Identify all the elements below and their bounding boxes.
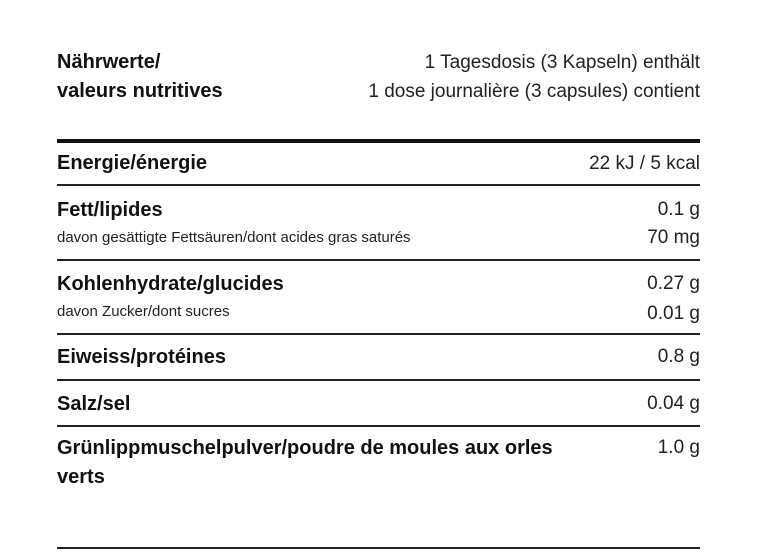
nutrient-label: Eiweiss/protéines xyxy=(57,346,226,368)
nutrition-title-line1: Nährwerte/ xyxy=(57,51,161,73)
nutrient-label: Energie/énergie xyxy=(57,152,208,174)
daily-dose-caption xyxy=(368,48,700,106)
nutrient-label: Kohlenhydrate/glucides xyxy=(57,273,284,295)
nutrient-row-carbohydrates xyxy=(57,261,700,335)
nutrient-value: 0.8 g xyxy=(657,346,700,367)
nutrient-sublabel: davon gesättigte Fettsäuren/dont acides gras saturés xyxy=(57,229,411,246)
nutrient-value: 0.1 g xyxy=(657,199,700,220)
nutrient-subvalue: 0.01 g xyxy=(647,303,700,324)
nutrient-value: 0.27 g xyxy=(647,273,700,294)
nutrient-row-energy xyxy=(57,143,700,186)
nutrient-row-green-lipped-mussel xyxy=(57,427,700,549)
nutrition-title xyxy=(57,48,223,106)
nutrient-row-fat xyxy=(57,186,700,261)
daily-dose-line2: 1 dose journalière (3 capsules) contient xyxy=(368,81,700,102)
nutrition-header xyxy=(57,44,700,114)
nutrient-sublabel: davon Zucker/dont sucres xyxy=(57,303,230,320)
nutrient-value: 22 kJ / 5 kcal xyxy=(589,153,700,174)
nutrient-row-salt xyxy=(57,381,700,427)
nutrient-label: Fett/lipides xyxy=(57,199,163,221)
nutrient-subvalue: 70 mg xyxy=(647,227,700,248)
nutrient-value: 1.0 g xyxy=(657,437,700,458)
nutrient-label: Salz/sel xyxy=(57,393,131,415)
daily-dose-line1: 1 Tagesdosis (3 Kapseln) enthält xyxy=(424,52,700,73)
nutrient-table xyxy=(57,143,700,549)
nutrient-value: 0.04 g xyxy=(647,393,700,414)
nutrition-title-line2: valeurs nutritives xyxy=(57,80,223,102)
nutrient-label: Grünlippmuschelpulver/poudre de moules aux orles verts xyxy=(57,437,553,488)
nutrient-row-protein xyxy=(57,335,700,381)
